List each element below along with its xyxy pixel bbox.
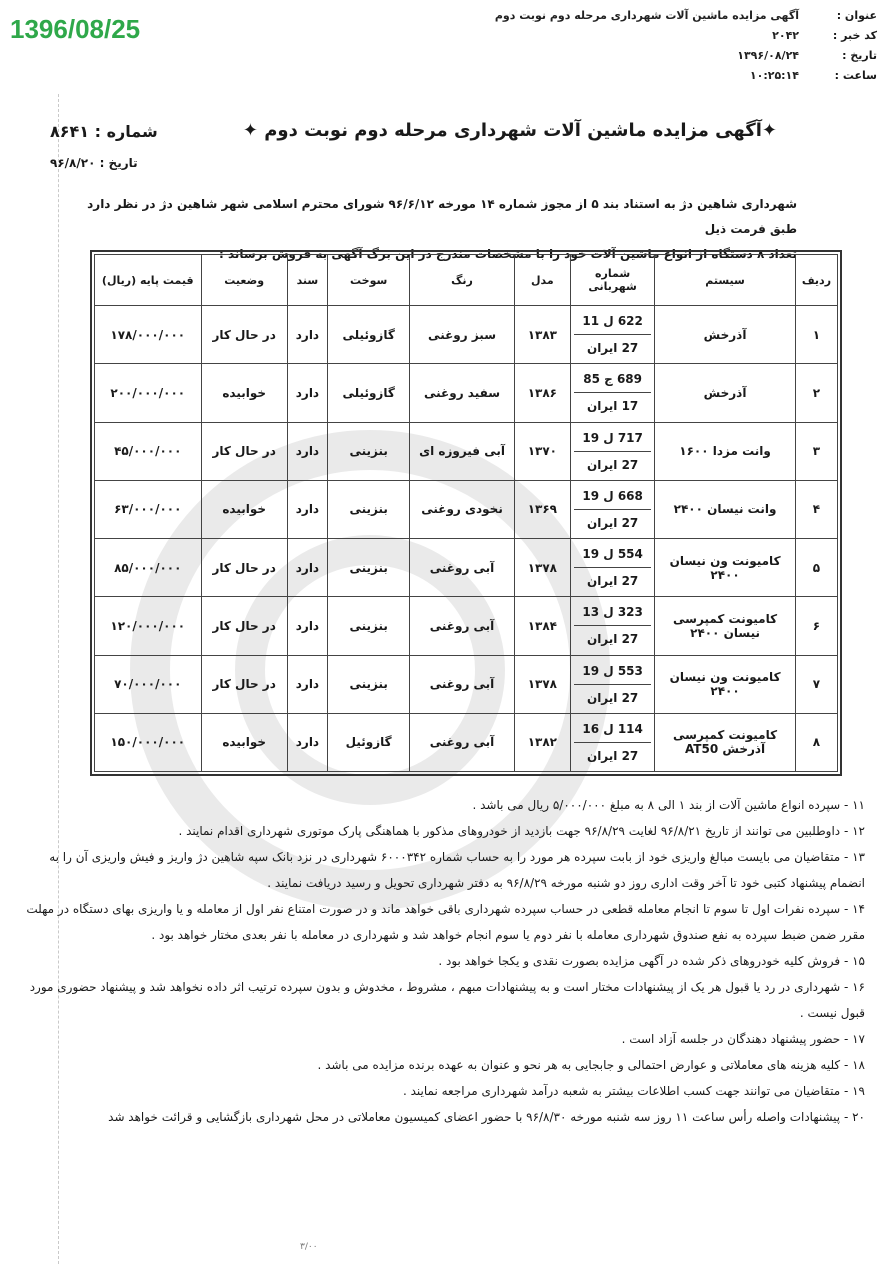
news-metadata xyxy=(457,6,877,86)
scan-date-stamp: 1396/08/25 xyxy=(10,14,141,44)
cell-plate xyxy=(570,655,654,713)
notice-date: تاریخ : ۹۶/۸/۲۰ xyxy=(50,156,138,170)
cell-plate xyxy=(570,306,654,364)
header-fuel: سوخت xyxy=(328,255,410,306)
cell-plate xyxy=(570,480,654,538)
page-mark: ۳/۰۰ xyxy=(300,1242,318,1252)
cell-system: وانت مزدا ۱۶۰۰ xyxy=(655,422,796,480)
cell-status: خوابیده xyxy=(201,364,287,422)
cell-document: دارد xyxy=(287,539,327,597)
table-row xyxy=(95,422,838,480)
intro-line-2: تعداد ۸ دستگاه از انواع ماشین آلات خود را با مشخصات مندرج در این برگ آگهی به فروش برساند : xyxy=(218,247,797,261)
subject-label: عنوان : xyxy=(836,9,877,22)
auction-table xyxy=(94,254,838,772)
cell-plate xyxy=(570,364,654,422)
cell-status: در حال کار xyxy=(201,422,287,480)
table-row xyxy=(95,713,838,771)
cell-plate xyxy=(570,597,654,655)
cell-document: دارد xyxy=(287,713,327,771)
cell-base-price: ۱۲۰/۰۰۰/۰۰۰ xyxy=(95,597,202,655)
cell-color: آبی روغنی xyxy=(410,539,514,597)
notice-number: شماره : ۸۶۴۱ xyxy=(50,122,158,141)
plate-number: 553 ل 19 xyxy=(574,658,651,685)
table-row xyxy=(95,364,838,422)
notice-clauses xyxy=(19,792,865,1130)
cell-system: کامیونت کمپرسی نیسان ۲۴۰۰ xyxy=(655,597,796,655)
cell-row-number: ۵ xyxy=(795,539,837,597)
date-label: تاریخ : xyxy=(842,49,877,62)
table-row xyxy=(95,306,838,364)
cell-base-price: ۸۵/۰۰۰/۰۰۰ xyxy=(95,539,202,597)
plate-number: 622 ل 11 xyxy=(574,308,651,335)
header-base-price: قیمت پایه (ریال) xyxy=(95,255,202,306)
plate-number: 114 ل 16 xyxy=(574,716,651,743)
cell-status: در حال کار xyxy=(201,597,287,655)
header-document: سند xyxy=(287,255,327,306)
cell-row-number: ۴ xyxy=(795,480,837,538)
plate-region: 27 ایران xyxy=(586,515,639,530)
plate-number: 323 ل 13 xyxy=(574,599,651,626)
cell-model: ۱۳۷۸ xyxy=(514,539,570,597)
cell-row-number: ۷ xyxy=(795,655,837,713)
meta-code-row xyxy=(457,26,877,46)
cell-status: در حال کار xyxy=(201,306,287,364)
cell-row-number: ۱ xyxy=(795,306,837,364)
cell-fuel: گازوئیل xyxy=(328,713,410,771)
cell-document: دارد xyxy=(287,422,327,480)
cell-status: خوابیده xyxy=(201,480,287,538)
cell-fuel: بنزینی xyxy=(328,422,410,480)
cell-base-price: ۱۵۰/۰۰۰/۰۰۰ xyxy=(95,713,202,771)
meta-subject-row xyxy=(457,6,877,26)
time-label: ساعت : xyxy=(834,69,877,82)
cell-model: ۱۳۷۰ xyxy=(514,422,570,480)
cell-model: ۱۳۸۲ xyxy=(514,713,570,771)
cell-fuel: بنزینی xyxy=(328,480,410,538)
cell-fuel: بنزینی xyxy=(328,539,410,597)
intro-line-1: شهرداری شاهین دژ به استناد بند ۵ از مجوز شماره ۱۴ مورخه ۹۶/۶/۱۲ شورای محترم اسلامی شهر شاهین دژ در نظر دارد طبق فرمت ذیل xyxy=(87,197,797,236)
header-color: رنگ xyxy=(410,255,514,306)
clause-item: ۱۸ - کلیه هزینه های معاملاتی و عوارض احتمالی و جابجایی به هر نحو و عنوان به عهده برنده مزایده می باشد . xyxy=(317,1058,865,1072)
plate-number: 717 ل 19 xyxy=(574,425,651,452)
cell-system: وانت نیسان ۲۴۰۰ xyxy=(655,480,796,538)
cell-fuel: بنزینی xyxy=(328,655,410,713)
cell-base-price: ۲۰۰/۰۰۰/۰۰۰ xyxy=(95,364,202,422)
cell-fuel: گازوئیلی xyxy=(328,364,410,422)
cell-system: آذرخش xyxy=(655,364,796,422)
plate-number: 554 ل 19 xyxy=(574,541,651,568)
header-status: وضعیت xyxy=(201,255,287,306)
cell-document: دارد xyxy=(287,597,327,655)
clause-item: ۱۲ - داوطلبین می توانند از تاریخ ۹۶/۸/۲۱ لغایت ۹۶/۸/۲۹ جهت بازدید از خودروهای مذکور با هماهنگی پارک موتوری شهرداری اقدام نمایند . xyxy=(178,824,865,838)
header-row-number: ردیف xyxy=(795,255,837,306)
table-header-row xyxy=(95,255,838,306)
plate-region: 27 ایران xyxy=(586,457,639,472)
auction-table-frame xyxy=(90,250,842,776)
cell-status: در حال کار xyxy=(201,655,287,713)
cell-base-price: ۱۷۸/۰۰۰/۰۰۰ xyxy=(95,306,202,364)
cell-status: خوابیده xyxy=(201,713,287,771)
meta-time-row xyxy=(457,66,877,86)
cell-system: آذرخش xyxy=(655,306,796,364)
cell-color: آبی روغنی xyxy=(410,713,514,771)
plate-number: 668 ل 19 xyxy=(574,483,651,510)
cell-system: کامیونت ون نیسان ۲۴۰۰ xyxy=(655,539,796,597)
table-row xyxy=(95,597,838,655)
plate-number: 689 ج 85 xyxy=(574,366,651,393)
cell-document: دارد xyxy=(287,306,327,364)
meta-date-row xyxy=(457,46,877,66)
table-row xyxy=(95,480,838,538)
cell-row-number: ۲ xyxy=(795,364,837,422)
cell-plate xyxy=(570,713,654,771)
cell-model: ۱۳۶۹ xyxy=(514,480,570,538)
cell-model: ۱۳۸۳ xyxy=(514,306,570,364)
cell-color: سفید روغنی xyxy=(410,364,514,422)
clause-item: ۱۷ - حضور پیشنهاد دهندگان در جلسه آزاد است . xyxy=(621,1032,865,1046)
cell-model: ۱۳۸۶ xyxy=(514,364,570,422)
cell-base-price: ۴۵/۰۰۰/۰۰۰ xyxy=(95,422,202,480)
plate-region: 17 ایران xyxy=(586,399,639,414)
plate-region: 27 ایران xyxy=(586,574,639,589)
cell-color: نخودی روغنی xyxy=(410,480,514,538)
cell-base-price: ۶۳/۰۰۰/۰۰۰ xyxy=(95,480,202,538)
cell-row-number: ۶ xyxy=(795,597,837,655)
cell-model: ۱۳۸۴ xyxy=(514,597,570,655)
cell-system: کامیونت کمپرسی آذرخش AT50 xyxy=(655,713,796,771)
clause-item: ۱۹ - متقاضیان می توانند جهت کسب اطلاعات بیشتر به شعبه درآمد شهرداری مراجعه نمایند . xyxy=(402,1084,865,1098)
plate-region: 27 ایران xyxy=(586,690,639,705)
clause-item: ۱۱ - سپرده انواع ماشین آلات از بند ۱ الی ۸ به مبلغ ۵/۰۰۰/۰۰۰ ریال می باشد . xyxy=(472,798,865,812)
cell-model: ۱۳۷۸ xyxy=(514,655,570,713)
cell-fuel: بنزینی xyxy=(328,597,410,655)
clause-item: ۱۴ - سپرده نفرات اول تا سوم تا انجام معامله قطعی در حساب سپرده شهرداری باقی خواهد ماند و در صورت امتناع نفر اول از معامله و یا واریزی بهای دستگاه در مهلت مقرر ضمن ضبط سپرده به نفع صندوق شهرداری معامله با نفر دوم یا سوم انجام خواهد شد و شهرداری در معامله با نفر بعدی مختار خواهد بود . xyxy=(26,902,865,942)
cell-system: کامیونت ون نیسان ۲۴۰۰ xyxy=(655,655,796,713)
notice-title: ✦آگهی مزایده ماشین آلات شهرداری مرحله دوم نوبت دوم ✦ xyxy=(242,120,777,141)
table-row xyxy=(95,655,838,713)
time-value: ۱۰:۲۵:۱۴ xyxy=(749,69,799,82)
clause-item: ۱۵ - فروش کلیه خودروهای ذکر شده در آگهی مزایده بصورت نقدی و یکجا خواهد بود . xyxy=(438,954,865,968)
cell-document: دارد xyxy=(287,655,327,713)
cell-status: در حال کار xyxy=(201,539,287,597)
plate-region: 27 ایران xyxy=(586,748,639,763)
header-model: مدل xyxy=(514,255,570,306)
cell-plate xyxy=(570,539,654,597)
header-plate: شماره شهربانی xyxy=(570,255,654,306)
header-system: سیستم xyxy=(655,255,796,306)
clause-item: ۱۶ - شهرداری در رد یا قبول هر یک از پیشنهادات مختار است و به پیشنهادات مبهم ، مشروط ، مخدوش و بدون سپرده ترتیب اثر داده نخواهد شد و پیشنهاد حضوری مورد قبول نیست . xyxy=(29,980,865,1020)
cell-color: آبی روغنی xyxy=(410,597,514,655)
cell-row-number: ۸ xyxy=(795,713,837,771)
date-value: ۱۳۹۶/۰۸/۲۴ xyxy=(737,49,799,62)
plate-region: 27 ایران xyxy=(586,341,639,356)
code-label: کد خبر : xyxy=(832,29,877,42)
clause-item: ۲۰ - پیشنهادات واصله رأس ساعت ۱۱ روز سه شنبه مورخه ۹۶/۸/۳۰ با حضور اعضای کمیسیون معاملاتی در محل شهرداری بازگشایی و قرائت خواهد شد xyxy=(108,1110,865,1124)
cell-color: آبی فیروزه ای xyxy=(410,422,514,480)
cell-color: آبی روغنی xyxy=(410,655,514,713)
cell-fuel: گازوئیلی xyxy=(328,306,410,364)
cell-plate xyxy=(570,422,654,480)
clause-item: ۱۳ - متقاضیان می بایست مبالغ واریزی خود از بابت سپرده هر مورد را به حساب شماره ۶۰۰۰۳۴۲ شهرداری در نزد بانک سپه شاهین دژ واریز و فیش واریزی آن را به انضمام پیشنهاد کتبی خود تا آخر وقت اداری روز دو شنبه مورخه ۹۶/۸/۲۹ به دفتر شهرداری تحویل و رسید دریافت نمایند . xyxy=(49,850,865,890)
table-row xyxy=(95,539,838,597)
code-value: ۲۰۴۲ xyxy=(772,29,799,42)
plate-region: 27 ایران xyxy=(586,632,639,647)
cell-color: سبز روغنی xyxy=(410,306,514,364)
cell-document: دارد xyxy=(287,480,327,538)
cell-base-price: ۷۰/۰۰۰/۰۰۰ xyxy=(95,655,202,713)
cell-document: دارد xyxy=(287,364,327,422)
subject-value: آگهی مزایده ماشین آلات شهرداری مرحله دوم نوبت دوم xyxy=(494,9,799,22)
cell-row-number: ۳ xyxy=(795,422,837,480)
